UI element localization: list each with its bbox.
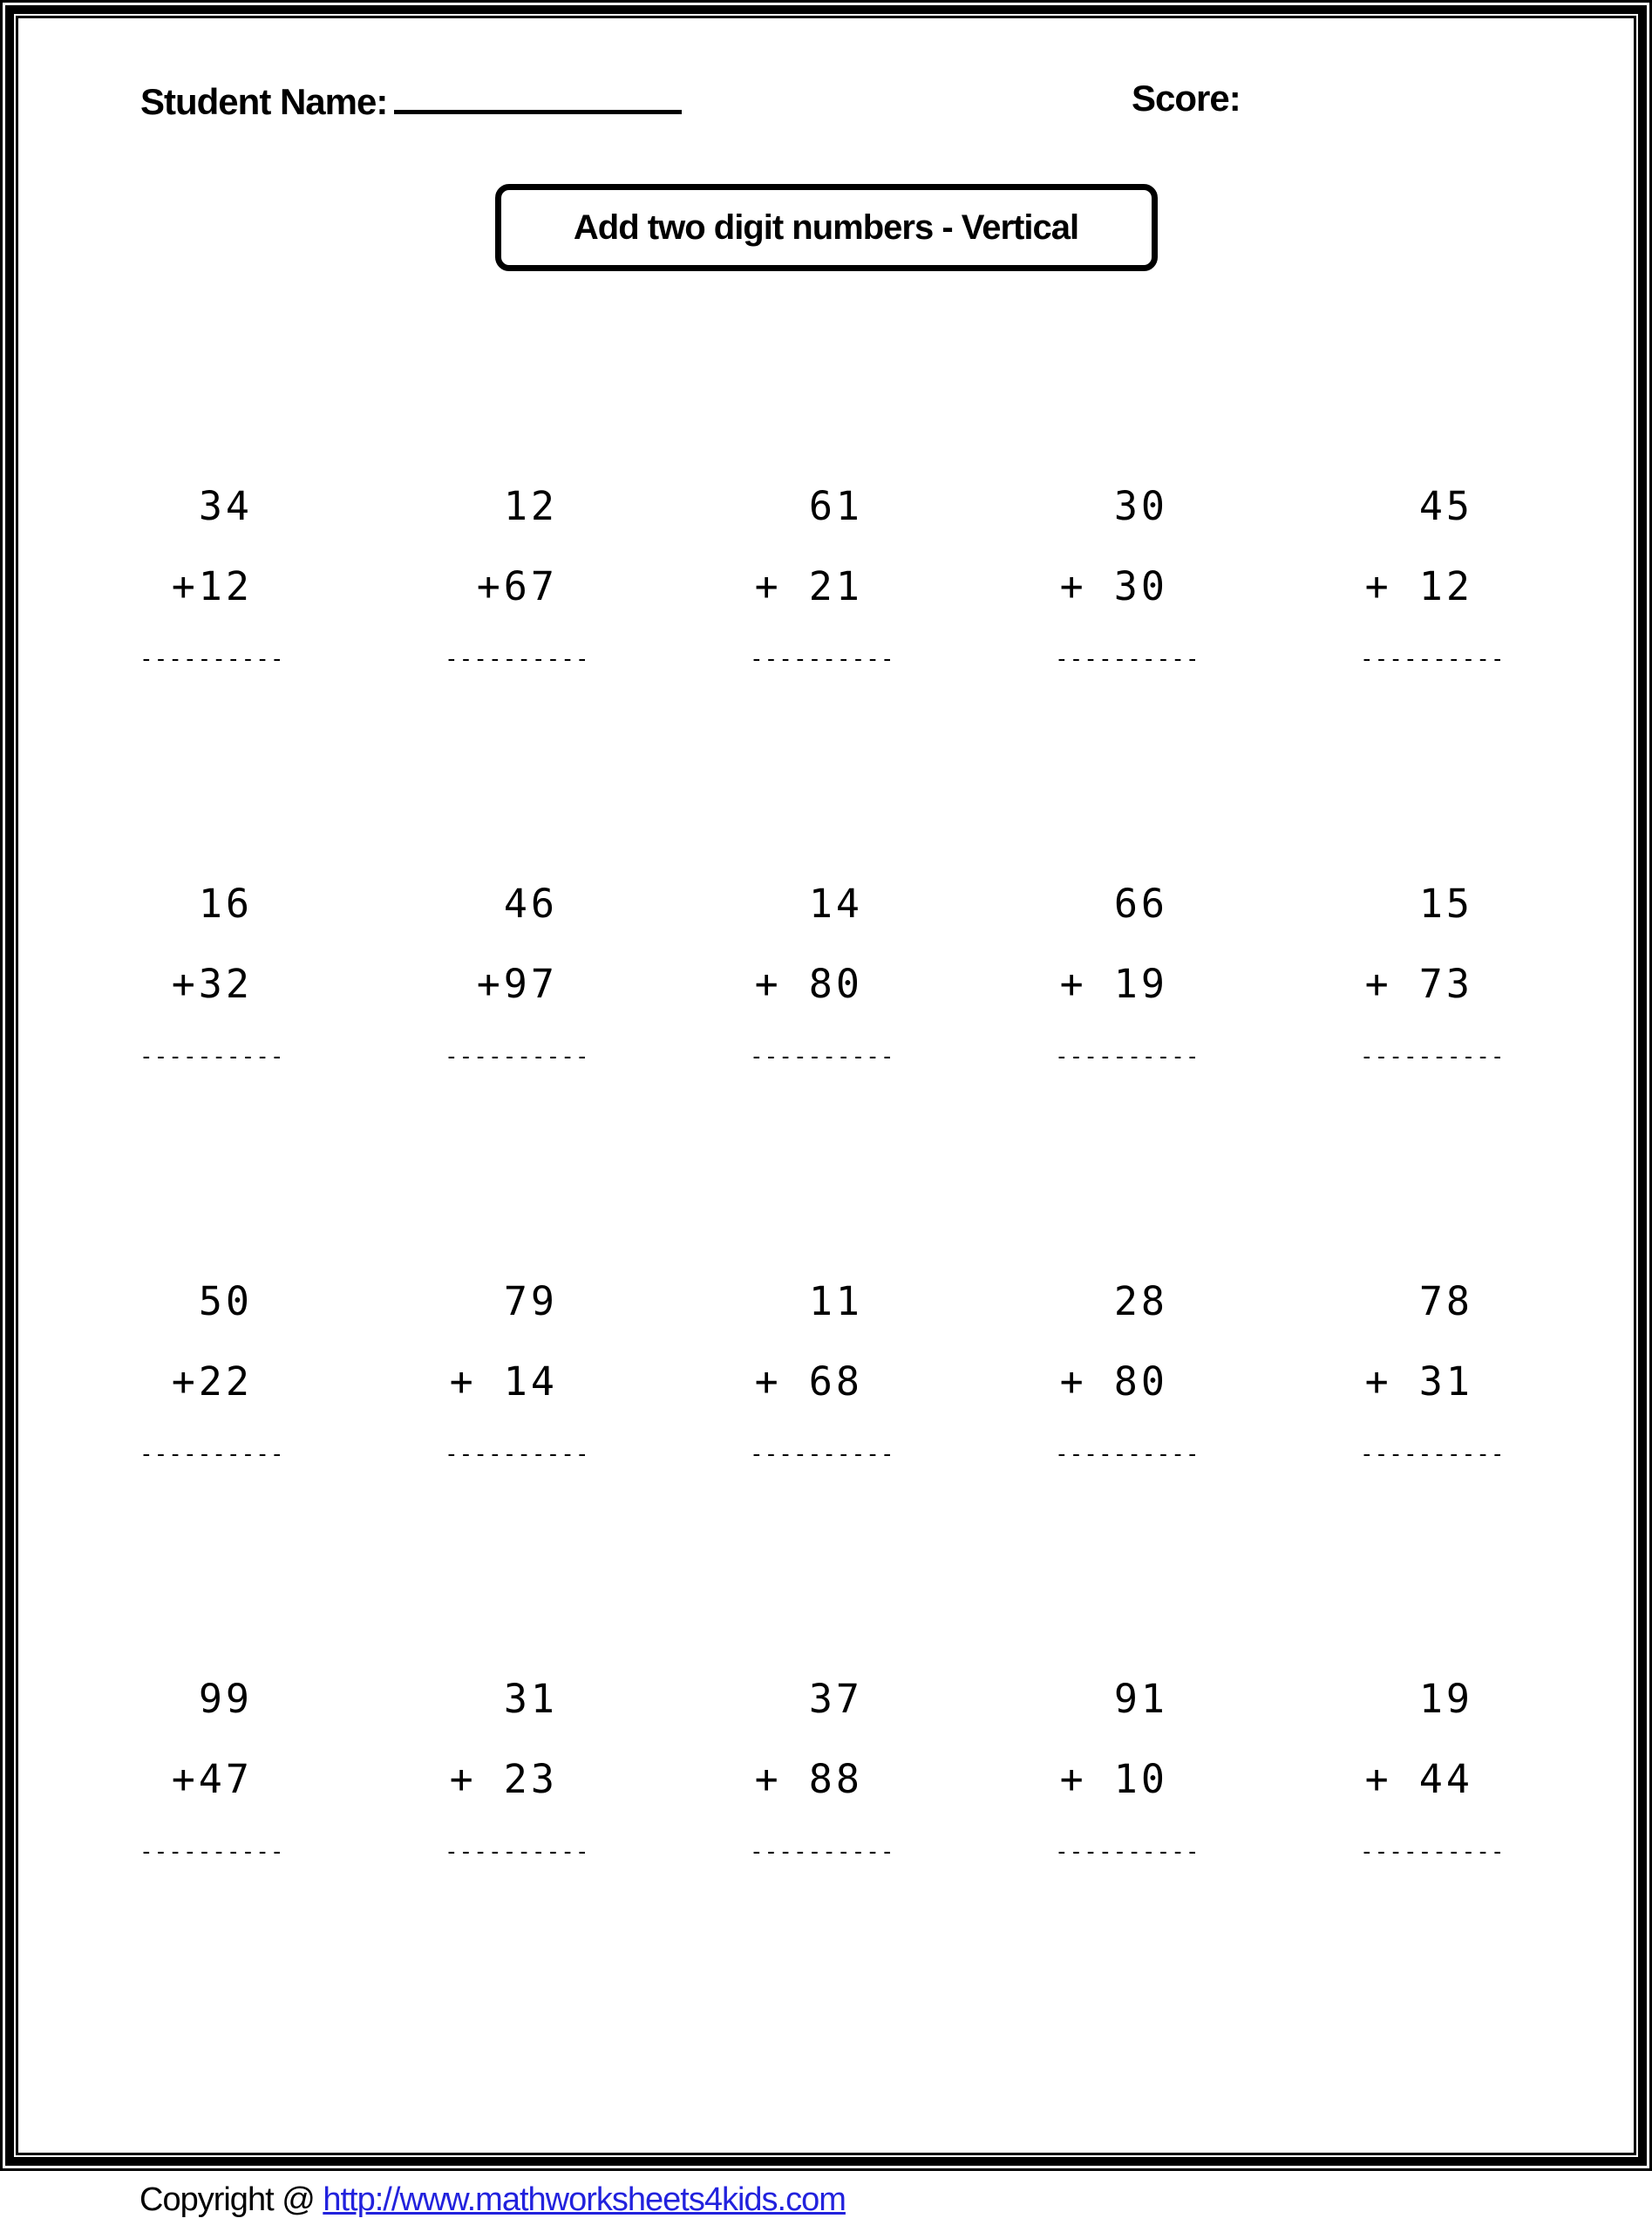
addend-bottom: +67: [476, 563, 558, 609]
addend-top: 16: [198, 881, 253, 927]
addend-top: 11: [808, 1278, 863, 1324]
addend-bottom: + 44: [1364, 1756, 1473, 1802]
worksheet-title: Add two digit numbers - Vertical: [573, 208, 1079, 247]
addend-bottom: + 31: [1364, 1358, 1473, 1405]
addend-bottom: + 12: [1364, 563, 1473, 609]
answer-line: ----------: [1055, 1839, 1200, 1865]
addition-problem: [139, 1244, 285, 1467]
addend-bottom: + 80: [1059, 1358, 1168, 1405]
answer-line: ----------: [750, 1044, 895, 1070]
addend-bottom: +32: [171, 961, 253, 1007]
addend-top: 79: [503, 1278, 558, 1324]
addition-problem: [445, 847, 590, 1070]
addend-top: 45: [1418, 483, 1473, 529]
addend-bottom: + 23: [449, 1756, 558, 1802]
addend-top: 78: [1418, 1278, 1473, 1324]
addition-problem: [1055, 1642, 1200, 1865]
answer-line: ----------: [1055, 1441, 1200, 1467]
addition-problem: [1360, 449, 1506, 672]
addend-top: 50: [198, 1278, 253, 1324]
answer-line: ----------: [750, 1839, 895, 1865]
score-label: Score:: [1132, 78, 1241, 119]
addend-top: 12: [503, 483, 558, 529]
addend-bottom: + 88: [754, 1756, 863, 1802]
student-name-blank-line: [394, 78, 682, 114]
answer-line: ----------: [139, 1441, 285, 1467]
answer-line: ----------: [1360, 1839, 1506, 1865]
addend-bottom: +97: [476, 961, 558, 1007]
addend-top: 19: [1418, 1676, 1473, 1722]
problems-grid: [139, 449, 1506, 1865]
addend-top: 61: [808, 483, 863, 529]
addend-bottom: + 80: [754, 961, 863, 1007]
addend-top: 14: [808, 881, 863, 927]
student-name-text: Student Name:: [140, 81, 388, 122]
answer-line: ----------: [445, 646, 590, 672]
addend-bottom: + 14: [449, 1358, 558, 1405]
addend-top: 30: [1113, 483, 1168, 529]
addition-problem: [445, 449, 590, 672]
addition-problem: [1055, 449, 1200, 672]
worksheet-title-box: [495, 184, 1158, 271]
addition-problem: [750, 1244, 895, 1467]
addend-top: 91: [1113, 1676, 1168, 1722]
copyright-footer: [139, 2181, 846, 2219]
addition-problem: [1360, 1642, 1506, 1865]
answer-line: ----------: [1360, 1441, 1506, 1467]
student-name-label: [140, 78, 682, 123]
addend-top: 28: [1113, 1278, 1168, 1324]
answer-line: ----------: [1360, 1044, 1506, 1070]
page-border-frame-middle: [5, 5, 1647, 2166]
addend-top: 46: [503, 881, 558, 927]
answer-line: ----------: [445, 1839, 590, 1865]
addend-bottom: + 73: [1364, 961, 1473, 1007]
addend-bottom: + 19: [1059, 961, 1168, 1007]
addend-bottom: + 10: [1059, 1756, 1168, 1802]
answer-line: ----------: [445, 1441, 590, 1467]
addend-bottom: + 21: [754, 563, 863, 609]
answer-line: ----------: [139, 1044, 285, 1070]
addition-problem: [1055, 847, 1200, 1070]
addition-problem: [139, 847, 285, 1070]
answer-line: ----------: [1360, 646, 1506, 672]
worksheet-page: [16, 16, 1636, 2155]
addend-bottom: + 68: [754, 1358, 863, 1405]
addition-problem: [445, 1642, 590, 1865]
answer-line: ----------: [1055, 1044, 1200, 1070]
addition-problem: [1360, 1244, 1506, 1467]
copyright-text: Copyright @: [139, 2181, 323, 2218]
copyright-link[interactable]: http://www.mathworksheets4kids.com: [323, 2181, 846, 2218]
addition-problem: [1055, 1244, 1200, 1467]
addend-bottom: + 30: [1059, 563, 1168, 609]
addition-problem: [1360, 847, 1506, 1070]
addend-top: 66: [1113, 881, 1168, 927]
addend-top: 99: [198, 1676, 253, 1722]
addition-problem: [750, 1642, 895, 1865]
answer-line: ----------: [139, 646, 285, 672]
addend-bottom: +12: [171, 563, 253, 609]
addition-problem: [750, 449, 895, 672]
answer-line: ----------: [445, 1044, 590, 1070]
addition-problem: [750, 847, 895, 1070]
addend-top: 15: [1418, 881, 1473, 927]
addend-bottom: +47: [171, 1756, 253, 1802]
answer-line: ----------: [139, 1839, 285, 1865]
addend-top: 37: [808, 1676, 863, 1722]
addition-problem: [139, 449, 285, 672]
answer-line: ----------: [750, 1441, 895, 1467]
addition-problem: [139, 1642, 285, 1865]
answer-line: ----------: [750, 646, 895, 672]
addend-top: 34: [198, 483, 253, 529]
addend-top: 31: [503, 1676, 558, 1722]
addend-bottom: +22: [171, 1358, 253, 1405]
addition-problem: [445, 1244, 590, 1467]
answer-line: ----------: [1055, 646, 1200, 672]
